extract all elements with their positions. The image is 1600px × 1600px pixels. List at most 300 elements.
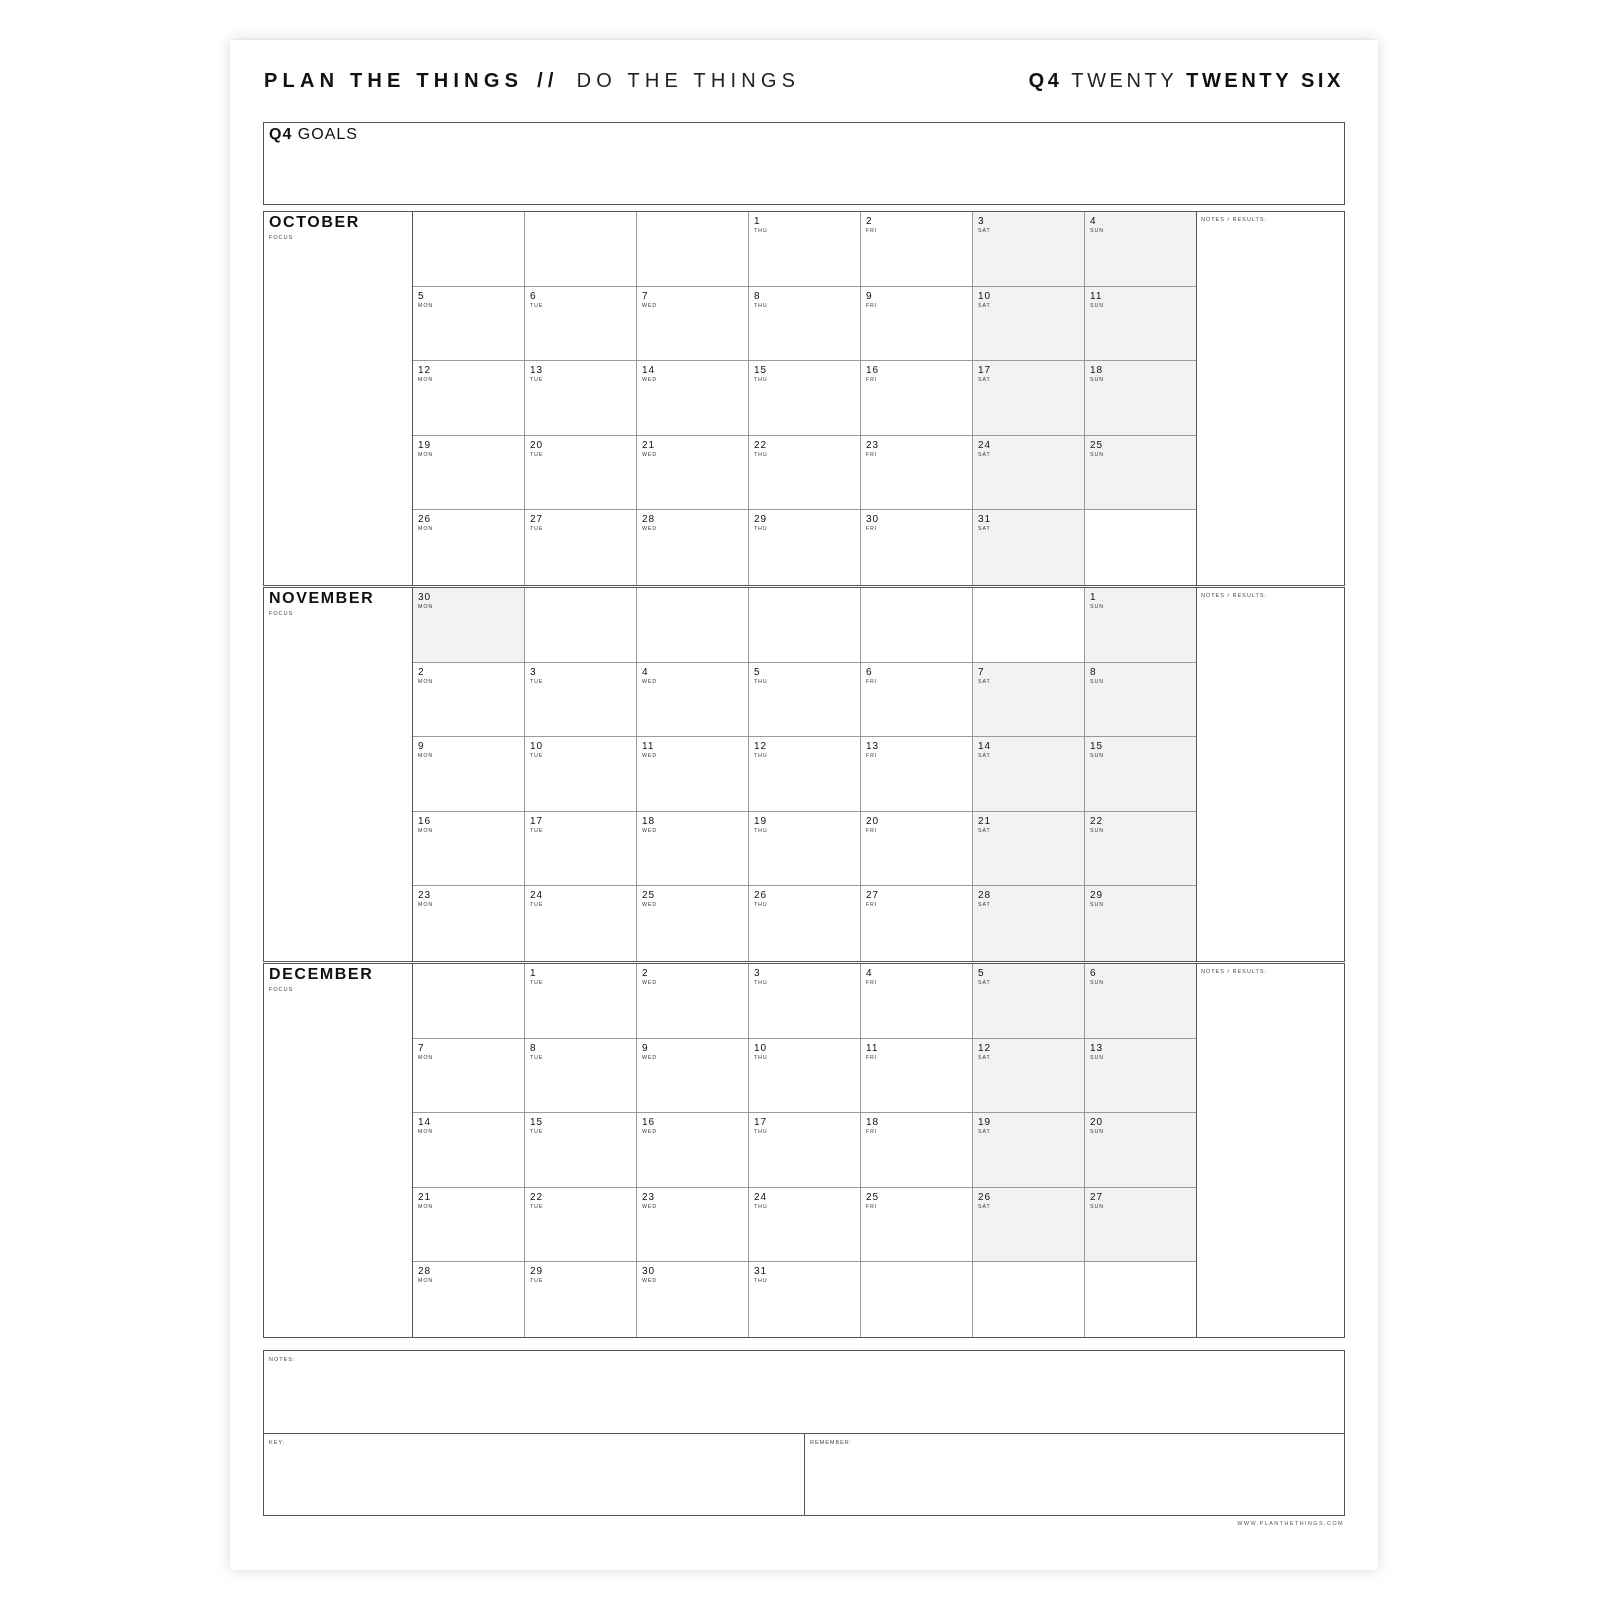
day-number: 24: [530, 890, 544, 902]
day-number: 2: [418, 666, 425, 678]
day-number: 21: [418, 1191, 432, 1203]
day-of-week: SUN: [1090, 302, 1104, 309]
planner-header: [264, 70, 1344, 96]
focus-label: FOCUS:: [269, 235, 296, 241]
day-of-week: SAT: [978, 902, 991, 909]
day-number: 10: [530, 741, 544, 753]
brand-do: DO THE THINGS: [576, 70, 801, 92]
day-cell[interactable]: [749, 737, 861, 812]
day-cell[interactable]: [637, 510, 749, 585]
day-of-week: SAT: [978, 228, 991, 234]
day-cell[interactable]: [973, 663, 1085, 738]
day-of-week: THU: [754, 1054, 768, 1061]
notes-results-label: NOTES / RESULTS:: [1201, 593, 1268, 599]
day-cell[interactable]: [749, 436, 861, 511]
day-of-week: TUE: [530, 678, 544, 685]
day-of-week: SUN: [1090, 1203, 1104, 1210]
day-number: 11: [866, 1042, 879, 1054]
day-cell[interactable]: [861, 1039, 973, 1114]
day-of-week: THU: [754, 1129, 768, 1136]
day-cell[interactable]: [749, 663, 861, 738]
day-number: 29: [1090, 890, 1104, 902]
day-number: 25: [866, 1191, 880, 1203]
day-cell[interactable]: [1085, 1113, 1197, 1188]
day-cell[interactable]: [861, 361, 973, 436]
day-cell[interactable]: [525, 1188, 637, 1263]
day-of-week: WED: [642, 377, 658, 384]
day-number: 7: [978, 666, 985, 678]
day-cell[interactable]: [637, 1113, 749, 1188]
day-of-week: SAT: [978, 526, 991, 533]
day-cell[interactable]: [749, 964, 861, 1039]
day-number: 18: [866, 1117, 880, 1129]
empty-day-cell[interactable]: [1085, 1262, 1197, 1337]
day-of-week: THU: [754, 377, 768, 384]
day-of-week: FRI: [866, 526, 878, 533]
day-of-week: THU: [754, 526, 768, 533]
day-of-week: SAT: [978, 377, 991, 384]
notes-results-label: NOTES / RESULTS:: [1201, 969, 1268, 975]
day-cell[interactable]: [973, 510, 1085, 585]
day-number: 6: [866, 666, 873, 678]
day-number: 9: [866, 290, 873, 302]
day-cell[interactable]: [861, 663, 973, 738]
day-cell[interactable]: [973, 361, 1085, 436]
day-number: 1: [1090, 592, 1097, 603]
day-cell[interactable]: [637, 1262, 749, 1337]
day-of-week: SAT: [978, 827, 991, 834]
day-number: 16: [418, 815, 432, 827]
day-number: 22: [530, 1191, 544, 1203]
day-cell[interactable]: [973, 737, 1085, 812]
day-cell[interactable]: [1085, 1188, 1197, 1263]
day-of-week: WED: [642, 526, 658, 533]
day-number: 25: [642, 890, 656, 902]
day-number: 23: [642, 1191, 656, 1203]
day-of-week: THU: [754, 980, 768, 986]
month-focus-area[interactable]: [264, 964, 413, 1337]
day-of-week: MON: [418, 604, 434, 610]
notes-results-label: NOTES / RESULTS:: [1201, 217, 1268, 223]
day-number: 14: [642, 365, 656, 377]
day-number: 28: [642, 514, 656, 526]
day-cell[interactable]: [973, 1188, 1085, 1263]
empty-day-cell[interactable]: [1085, 510, 1197, 585]
day-of-week: THU: [754, 827, 768, 834]
day-number: 22: [1090, 815, 1104, 827]
remember-label: REMEMBER:: [810, 1440, 853, 1446]
day-of-week: SAT: [978, 1203, 991, 1210]
day-of-week: WED: [642, 1203, 658, 1210]
day-of-week: TUE: [530, 827, 544, 834]
day-cell[interactable]: [413, 737, 525, 812]
day-cell[interactable]: [413, 588, 525, 663]
key-label: KEY:: [269, 1440, 286, 1446]
day-number: 17: [754, 1117, 768, 1129]
month-block: [263, 211, 1345, 586]
day-of-week: SUN: [1090, 377, 1104, 384]
day-of-week: THU: [754, 1278, 768, 1285]
day-number: 14: [978, 741, 992, 753]
day-cell[interactable]: [1085, 964, 1197, 1039]
day-of-week: TUE: [530, 1203, 544, 1210]
day-number: 28: [978, 890, 992, 902]
calendar-grid: [413, 212, 1197, 585]
day-number: 24: [754, 1191, 768, 1203]
planner-sheet: [230, 40, 1378, 1570]
day-cell[interactable]: [413, 1262, 525, 1337]
day-number: 20: [866, 815, 880, 827]
day-cell[interactable]: [413, 886, 525, 961]
day-number: 3: [978, 216, 985, 227]
day-cell[interactable]: [525, 1113, 637, 1188]
key-box[interactable]: [264, 1434, 805, 1515]
day-of-week: MON: [418, 302, 434, 309]
day-cell[interactable]: [749, 1113, 861, 1188]
day-number: 6: [530, 290, 537, 302]
day-cell[interactable]: [525, 812, 637, 887]
empty-day-cell[interactable]: [861, 588, 973, 663]
day-cell[interactable]: [749, 886, 861, 961]
day-number: 16: [642, 1117, 656, 1129]
day-cell[interactable]: [861, 964, 973, 1039]
month-block: [263, 587, 1345, 962]
day-cell[interactable]: [1085, 812, 1197, 887]
day-number: 19: [418, 439, 432, 451]
day-cell[interactable]: [525, 964, 637, 1039]
day-number: 15: [1090, 741, 1104, 753]
day-cell[interactable]: [861, 812, 973, 887]
day-cell[interactable]: [413, 1039, 525, 1114]
day-number: 22: [754, 439, 768, 451]
day-cell[interactable]: [413, 1188, 525, 1263]
day-number: 21: [642, 439, 656, 451]
day-of-week: FRI: [866, 902, 878, 909]
empty-day-cell[interactable]: [525, 588, 637, 663]
day-number: 31: [978, 514, 992, 526]
day-number: 16: [866, 365, 880, 377]
empty-day-cell[interactable]: [749, 588, 861, 663]
day-number: 25: [1090, 439, 1104, 451]
day-cell[interactable]: [973, 436, 1085, 511]
day-of-week: THU: [754, 451, 768, 458]
day-number: 17: [978, 365, 992, 377]
day-number: 21: [978, 815, 992, 827]
day-number: 26: [418, 514, 432, 526]
day-of-week: SUN: [1090, 1054, 1104, 1061]
empty-day-cell[interactable]: [973, 1262, 1085, 1337]
day-cell[interactable]: [637, 737, 749, 812]
day-number: 9: [642, 1042, 649, 1054]
day-of-week: THU: [754, 753, 768, 760]
day-cell[interactable]: [973, 1039, 1085, 1114]
day-number: 5: [418, 290, 425, 302]
day-number: 5: [754, 666, 761, 678]
day-cell[interactable]: [637, 436, 749, 511]
day-number: 12: [418, 365, 432, 377]
day-number: 20: [1090, 1117, 1104, 1129]
day-cell[interactable]: [637, 1039, 749, 1114]
day-cell[interactable]: [637, 287, 749, 362]
day-of-week: TUE: [530, 753, 544, 760]
day-of-week: SUN: [1090, 902, 1104, 909]
day-cell[interactable]: [525, 287, 637, 362]
month-block: [263, 963, 1345, 1338]
day-cell[interactable]: [749, 1188, 861, 1263]
month-focus-area[interactable]: [264, 588, 413, 961]
day-of-week: WED: [642, 1054, 658, 1061]
day-of-week: FRI: [866, 1203, 878, 1210]
day-cell[interactable]: [749, 510, 861, 585]
day-of-week: WED: [642, 753, 658, 760]
day-number: 3: [530, 666, 537, 678]
day-cell[interactable]: [749, 212, 861, 287]
day-number: 29: [754, 514, 768, 526]
calendar-grid: [413, 964, 1197, 1337]
day-of-week: FRI: [866, 980, 878, 986]
quarter-twenty: TWENTY: [1071, 70, 1177, 92]
day-of-week: WED: [642, 827, 658, 834]
day-cell[interactable]: [637, 886, 749, 961]
remember-box[interactable]: [805, 1434, 1344, 1515]
day-cell[interactable]: [973, 812, 1085, 887]
website-url: WWW.PLANTHETHINGS.COM: [1237, 1521, 1344, 1527]
day-of-week: SUN: [1090, 604, 1104, 610]
day-of-week: TUE: [530, 377, 544, 384]
day-cell[interactable]: [525, 737, 637, 812]
day-of-week: TUE: [530, 980, 544, 986]
day-number: 2: [642, 968, 649, 979]
empty-day-cell[interactable]: [861, 1262, 973, 1337]
day-of-week: TUE: [530, 902, 544, 909]
day-cell[interactable]: [413, 287, 525, 362]
month-name: NOVEMBER: [269, 590, 375, 607]
day-of-week: FRI: [866, 377, 878, 384]
day-of-week: SAT: [978, 1129, 991, 1136]
day-number: 1: [530, 968, 537, 979]
day-number: 12: [978, 1042, 992, 1054]
day-number: 7: [642, 290, 649, 302]
day-cell[interactable]: [637, 812, 749, 887]
brand-plan: PLAN THE THINGS: [264, 70, 524, 92]
day-of-week: MON: [418, 1278, 434, 1285]
day-number: 12: [754, 741, 768, 753]
day-of-week: SAT: [978, 980, 991, 986]
day-of-week: TUE: [530, 1129, 544, 1136]
day-cell[interactable]: [973, 287, 1085, 362]
month-notes-area[interactable]: [1196, 964, 1344, 1337]
day-of-week: WED: [642, 302, 658, 309]
day-cell[interactable]: [1085, 212, 1197, 287]
day-cell[interactable]: [637, 361, 749, 436]
day-number: 2: [866, 216, 873, 227]
day-cell[interactable]: [637, 663, 749, 738]
day-of-week: THU: [754, 302, 768, 309]
goals-label: [269, 126, 358, 144]
month-name: OCTOBER: [269, 214, 360, 231]
day-of-week: SAT: [978, 451, 991, 458]
day-cell[interactable]: [861, 1113, 973, 1188]
day-cell[interactable]: [861, 436, 973, 511]
focus-label: FOCUS:: [269, 611, 296, 617]
day-cell[interactable]: [861, 886, 973, 961]
day-of-week: WED: [642, 902, 658, 909]
day-number: 13: [1090, 1042, 1104, 1054]
day-of-week: THU: [754, 1203, 768, 1210]
brand-title: [264, 70, 800, 93]
day-cell[interactable]: [749, 1039, 861, 1114]
day-cell[interactable]: [861, 737, 973, 812]
month-focus-area[interactable]: [264, 212, 413, 585]
day-number: 23: [866, 439, 880, 451]
day-number: 11: [642, 741, 655, 753]
day-of-week: TUE: [530, 302, 544, 309]
day-of-week: MON: [418, 1129, 434, 1136]
day-cell[interactable]: [749, 1262, 861, 1337]
day-number: 27: [866, 890, 880, 902]
day-number: 17: [530, 815, 544, 827]
day-cell[interactable]: [525, 886, 637, 961]
day-number: 8: [754, 290, 761, 302]
notes-label: NOTES:: [269, 1357, 296, 1363]
day-cell[interactable]: [861, 510, 973, 585]
empty-day-cell[interactable]: [973, 588, 1085, 663]
day-number: 27: [530, 514, 544, 526]
day-cell[interactable]: [1085, 737, 1197, 812]
day-cell[interactable]: [637, 1188, 749, 1263]
day-of-week: MON: [418, 1203, 434, 1210]
day-number: 10: [754, 1042, 768, 1054]
day-number: 26: [754, 890, 768, 902]
day-cell[interactable]: [637, 964, 749, 1039]
day-cell[interactable]: [1085, 436, 1197, 511]
day-cell[interactable]: [413, 663, 525, 738]
day-number: 29: [530, 1266, 544, 1278]
day-number: 15: [530, 1117, 544, 1129]
day-of-week: THU: [754, 228, 768, 234]
day-of-week: MON: [418, 1054, 434, 1061]
day-cell[interactable]: [525, 436, 637, 511]
day-cell[interactable]: [413, 510, 525, 585]
day-of-week: MON: [418, 451, 434, 458]
day-cell[interactable]: [413, 812, 525, 887]
day-number: 19: [754, 815, 768, 827]
day-of-week: THU: [754, 678, 768, 685]
empty-day-cell[interactable]: [637, 588, 749, 663]
day-cell[interactable]: [749, 287, 861, 362]
day-cell[interactable]: [973, 886, 1085, 961]
empty-day-cell[interactable]: [637, 212, 749, 287]
day-cell[interactable]: [1085, 361, 1197, 436]
day-cell[interactable]: [973, 964, 1085, 1039]
day-number: 4: [1090, 216, 1097, 227]
day-of-week: WED: [642, 1129, 658, 1136]
day-of-week: FRI: [866, 228, 878, 234]
day-of-week: TUE: [530, 1278, 544, 1285]
bottom-section: [263, 1350, 1345, 1516]
day-of-week: MON: [418, 753, 434, 760]
day-of-week: WED: [642, 1278, 658, 1285]
day-of-week: MON: [418, 678, 434, 685]
day-cell[interactable]: [861, 212, 973, 287]
calendar-grid: [413, 588, 1197, 961]
day-number: 15: [754, 365, 768, 377]
day-cell[interactable]: [1085, 1039, 1197, 1114]
day-cell[interactable]: [525, 663, 637, 738]
day-number: 28: [418, 1266, 432, 1278]
day-of-week: FRI: [866, 1129, 878, 1136]
day-of-week: TUE: [530, 451, 544, 458]
day-number: 8: [1090, 666, 1097, 678]
day-number: 10: [978, 290, 992, 302]
day-number: 24: [978, 439, 992, 451]
day-of-week: WED: [642, 451, 658, 458]
day-of-week: TUE: [530, 1054, 544, 1061]
goals-quarter: Q4: [269, 126, 293, 143]
day-number: 23: [418, 890, 432, 902]
day-number: 8: [530, 1042, 537, 1054]
day-cell[interactable]: [413, 1113, 525, 1188]
month-notes-area[interactable]: [1196, 588, 1344, 961]
day-number: 27: [1090, 1191, 1104, 1203]
day-number: 1: [754, 216, 761, 227]
day-of-week: FRI: [866, 753, 878, 760]
day-cell[interactable]: [861, 1188, 973, 1263]
empty-day-cell[interactable]: [413, 212, 525, 287]
day-of-week: MON: [418, 526, 434, 533]
day-cell[interactable]: [749, 812, 861, 887]
day-number: 19: [978, 1117, 992, 1129]
day-cell[interactable]: [413, 436, 525, 511]
day-of-week: MON: [418, 902, 434, 909]
day-cell[interactable]: [1085, 663, 1197, 738]
day-of-week: FRI: [866, 1054, 878, 1061]
day-cell[interactable]: [1085, 886, 1197, 961]
day-number: 6: [1090, 968, 1097, 979]
empty-day-cell[interactable]: [413, 964, 525, 1039]
day-number: 5: [978, 968, 985, 979]
day-cell[interactable]: [1085, 287, 1197, 362]
day-cell[interactable]: [861, 287, 973, 362]
day-number: 9: [418, 741, 425, 753]
day-of-week: WED: [642, 678, 658, 685]
day-number: 4: [866, 968, 873, 979]
day-of-week: SAT: [978, 1054, 991, 1061]
day-cell[interactable]: [413, 361, 525, 436]
notes-box[interactable]: [264, 1351, 1344, 1434]
day-number: 18: [1090, 365, 1104, 377]
day-cell[interactable]: [973, 1113, 1085, 1188]
day-of-week: MON: [418, 827, 434, 834]
day-cell[interactable]: [973, 212, 1085, 287]
day-of-week: SAT: [978, 678, 991, 685]
day-cell[interactable]: [1085, 588, 1197, 663]
goals-box[interactable]: [263, 122, 1345, 205]
day-cell[interactable]: [525, 1039, 637, 1114]
brand-separator: //: [537, 70, 559, 92]
day-cell[interactable]: [749, 361, 861, 436]
day-cell[interactable]: [525, 510, 637, 585]
month-notes-area[interactable]: [1196, 212, 1344, 585]
day-of-week: SUN: [1090, 980, 1104, 986]
day-of-week: FRI: [866, 678, 878, 685]
day-cell[interactable]: [525, 1262, 637, 1337]
day-of-week: THU: [754, 902, 768, 909]
empty-day-cell[interactable]: [525, 212, 637, 287]
day-of-week: SUN: [1090, 451, 1104, 458]
day-cell[interactable]: [525, 361, 637, 436]
quarter-year: TWENTY SIX: [1186, 70, 1344, 92]
